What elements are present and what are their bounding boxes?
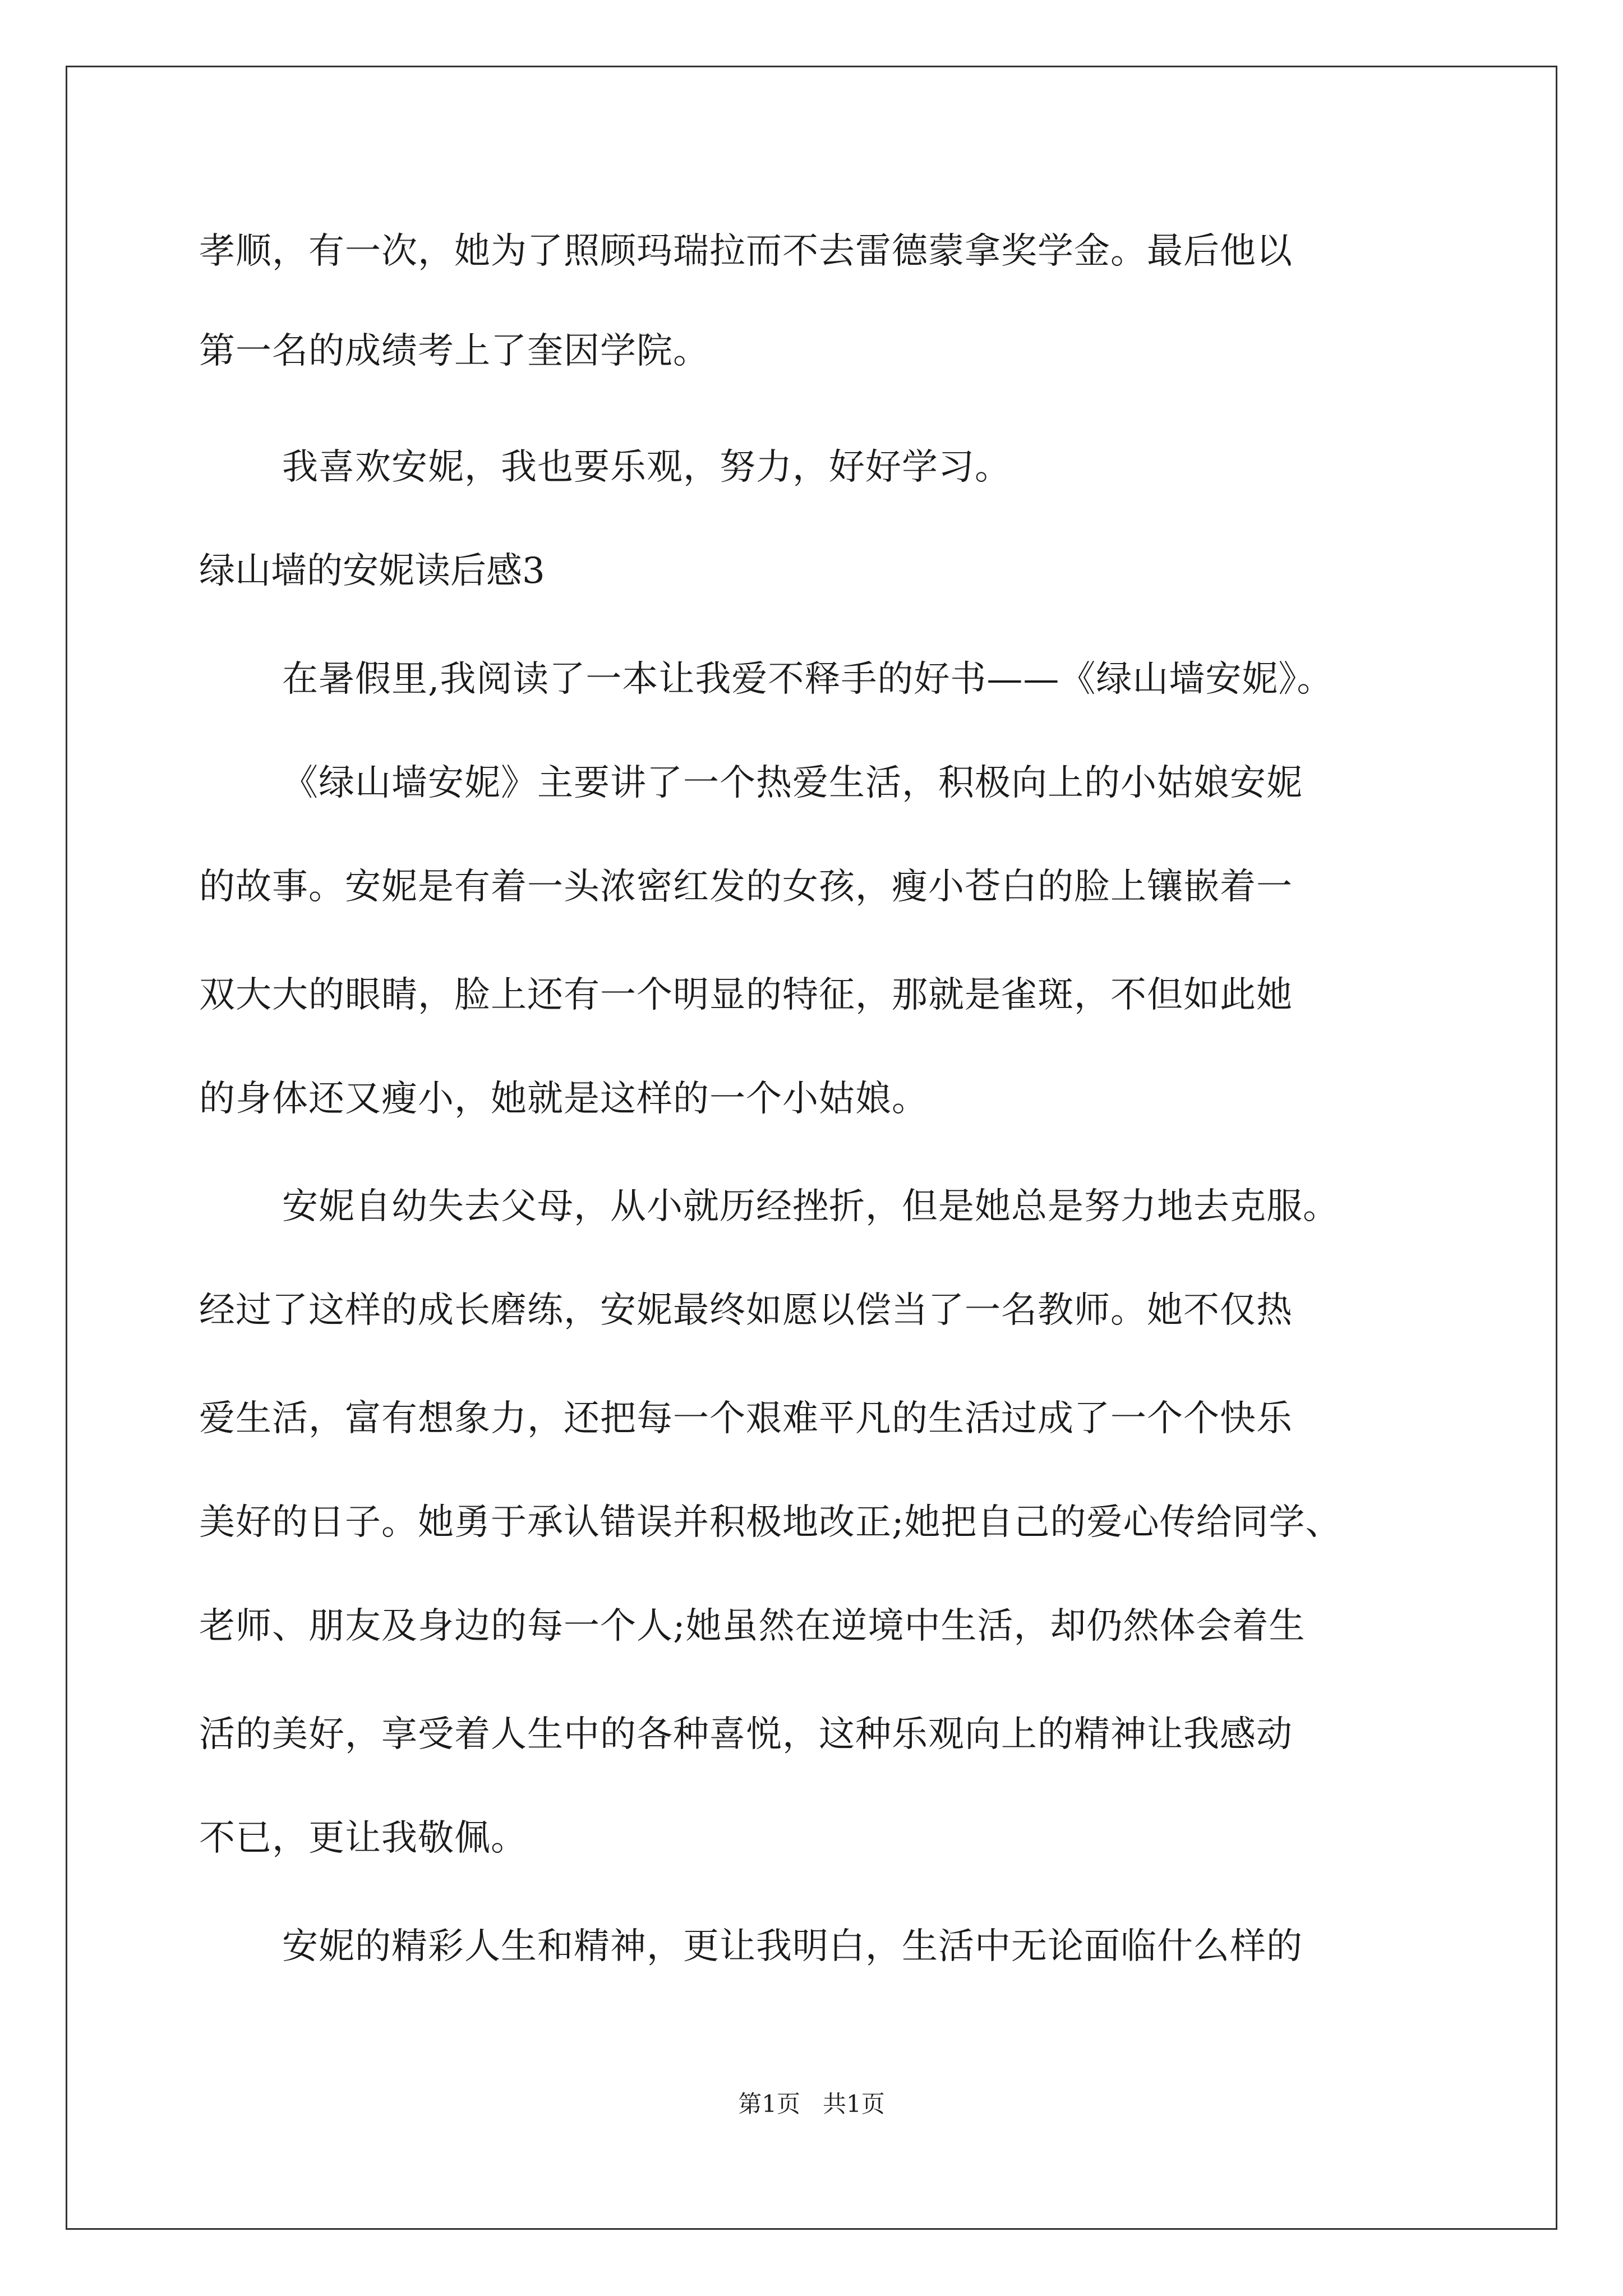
text-line: 安妮自幼失去父母，从小就历经挫折，但是她总是努力地去克服。	[282, 1186, 1339, 1227]
text-line: 《绿山墙安妮》主要讲了一个热爱生活，积极向上的小姑娘安妮	[282, 762, 1303, 804]
page-number-footer: 第1页 共1页	[738, 2090, 885, 2118]
section-heading: 绿山墙的安妮读后感3	[199, 550, 545, 592]
text-line: 老师、朋友及身边的每一个人;她虽然在逆境中生活，却仍然体会着生	[199, 1605, 1306, 1647]
text-line: 美好的日子。她勇于承认错误并积极地改正;她把自己的爱心传给同学、	[199, 1502, 1342, 1543]
text-line: 在暑假里,我阅读了一本让我爱不释手的好书——《绿山墙安妮》。	[282, 659, 1334, 700]
text-line: 第一名的成绩考上了奎因学院。	[199, 330, 709, 372]
text-line: 经过了这样的成长磨练，安妮最终如愿以偿当了一名教师。她不仅热	[199, 1290, 1293, 1331]
page-border	[66, 66, 1557, 2230]
text-line: 双大大的眼睛，脸上还有一个明显的特征，那就是雀斑，不但如此她	[199, 974, 1293, 1016]
text-line: 安妮的精彩人生和精神，更让我明白，生活中无论面临什么样的	[282, 1926, 1303, 1967]
text-line: 孝顺，有一次，她为了照顾玛瑞拉而不去雷德蒙拿奖学金。最后他以	[199, 231, 1293, 272]
text-line: 的故事。安妮是有着一头浓密红发的女孩，瘦小苍白的脸上镶嵌着一	[199, 866, 1293, 908]
text-line: 爱生活，富有想象力，还把每一个艰难平凡的生活过成了一个个快乐	[199, 1398, 1293, 1439]
text-line: 我喜欢安妮，我也要乐观，努力，好好学习。	[282, 447, 1011, 488]
text-line: 的身体还又瘦小，她就是这样的一个小姑娘。	[199, 1078, 928, 1120]
text-line: 不已，更让我敬佩。	[199, 1818, 527, 1859]
text-line: 活的美好，享受着人生中的各种喜悦，这种乐观向上的精神让我感动	[199, 1714, 1293, 1755]
